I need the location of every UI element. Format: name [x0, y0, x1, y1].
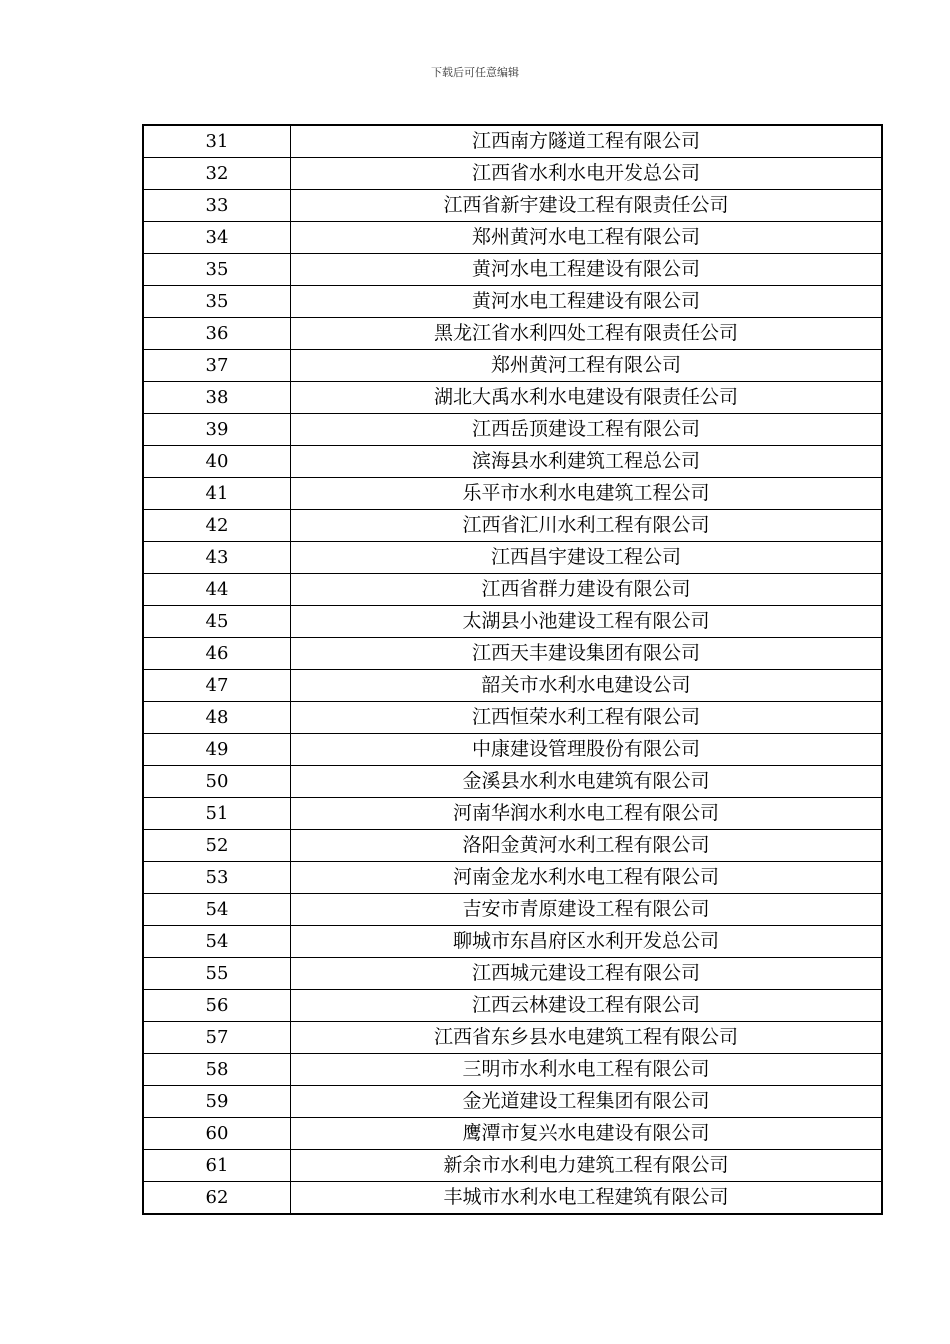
company-name-cell: 河南华润水利水电工程有限公司: [291, 798, 883, 830]
row-number-cell: 46: [143, 638, 291, 670]
table-row: [143, 894, 882, 926]
table-row: [143, 734, 882, 766]
company-name-cell: 聊城市东昌府区水利开发总公司: [291, 926, 883, 958]
company-name-cell: 江西昌宇建设工程公司: [291, 542, 883, 574]
company-name-cell: 江西省水利水电开发总公司: [291, 158, 883, 190]
table-row: [143, 574, 882, 606]
row-number-cell: 53: [143, 862, 291, 894]
row-number-cell: 38: [143, 382, 291, 414]
table-row: [143, 542, 882, 574]
company-name-cell: 中康建设管理股份有限公司: [291, 734, 883, 766]
table-row: [143, 1086, 882, 1118]
company-name-cell: 三明市水利水电工程有限公司: [291, 1054, 883, 1086]
row-number-cell: 45: [143, 606, 291, 638]
company-name-cell: 郑州黄河水电工程有限公司: [291, 222, 883, 254]
table-row: [143, 958, 882, 990]
row-number-cell: 62: [143, 1182, 291, 1215]
row-number-cell: 31: [143, 125, 291, 158]
company-name-cell: 江西省东乡县水电建筑工程有限公司: [291, 1022, 883, 1054]
company-name-cell: 黑龙江省水利四处工程有限责任公司: [291, 318, 883, 350]
row-number-cell: 35: [143, 286, 291, 318]
row-number-cell: 44: [143, 574, 291, 606]
company-name-cell: 江西南方隧道工程有限公司: [291, 125, 883, 158]
row-number-cell: 50: [143, 766, 291, 798]
table-row: [143, 190, 882, 222]
row-number-cell: 39: [143, 414, 291, 446]
company-name-cell: 郑州黄河工程有限公司: [291, 350, 883, 382]
row-number-cell: 54: [143, 894, 291, 926]
row-number-cell: 37: [143, 350, 291, 382]
row-number-cell: 48: [143, 702, 291, 734]
table-row: [143, 286, 882, 318]
company-name-cell: 丰城市水利水电工程建筑有限公司: [291, 1182, 883, 1215]
row-number-cell: 42: [143, 510, 291, 542]
table-row: [143, 414, 882, 446]
row-number-cell: 56: [143, 990, 291, 1022]
company-name-cell: 乐平市水利水电建筑工程公司: [291, 478, 883, 510]
table-row: [143, 1054, 882, 1086]
company-name-cell: 金光道建设工程集团有限公司: [291, 1086, 883, 1118]
company-name-cell: 黄河水电工程建设有限公司: [291, 254, 883, 286]
company-name-cell: 江西恒荣水利工程有限公司: [291, 702, 883, 734]
company-name-cell: 江西天丰建设集团有限公司: [291, 638, 883, 670]
company-name-cell: 鹰潭市复兴水电建设有限公司: [291, 1118, 883, 1150]
row-number-cell: 55: [143, 958, 291, 990]
table-row: [143, 1150, 882, 1182]
table-row: [143, 702, 882, 734]
table-row: [143, 606, 882, 638]
table-row: [143, 318, 882, 350]
table-row: [143, 1182, 882, 1215]
company-name-cell: 洛阳金黄河水利工程有限公司: [291, 830, 883, 862]
table-row: [143, 990, 882, 1022]
table-row: [143, 478, 882, 510]
company-name-cell: 吉安市青原建设工程有限公司: [291, 894, 883, 926]
table-row: [143, 1118, 882, 1150]
company-name-cell: 江西省汇川水利工程有限公司: [291, 510, 883, 542]
table-row: [143, 798, 882, 830]
row-number-cell: 34: [143, 222, 291, 254]
table-row: [143, 125, 882, 158]
table-row: [143, 1022, 882, 1054]
table-row: [143, 510, 882, 542]
row-number-cell: 43: [143, 542, 291, 574]
company-name-cell: 黄河水电工程建设有限公司: [291, 286, 883, 318]
company-name-cell: 太湖县小池建设工程有限公司: [291, 606, 883, 638]
company-name-cell: 河南金龙水利水电工程有限公司: [291, 862, 883, 894]
row-number-cell: 59: [143, 1086, 291, 1118]
company-name-cell: 江西省新宇建设工程有限责任公司: [291, 190, 883, 222]
table-row: [143, 862, 882, 894]
row-number-cell: 35: [143, 254, 291, 286]
table-row: [143, 446, 882, 478]
table-row: [143, 222, 882, 254]
company-name-cell: 江西城元建设工程有限公司: [291, 958, 883, 990]
company-name-cell: 湖北大禹水利水电建设有限责任公司: [291, 382, 883, 414]
company-name-cell: 江西岳顶建设工程有限公司: [291, 414, 883, 446]
row-number-cell: 47: [143, 670, 291, 702]
table-row: [143, 350, 882, 382]
row-number-cell: 36: [143, 318, 291, 350]
company-name-cell: 韶关市水利水电建设公司: [291, 670, 883, 702]
row-number-cell: 61: [143, 1150, 291, 1182]
row-number-cell: 32: [143, 158, 291, 190]
table-row: [143, 638, 882, 670]
company-name-cell: 金溪县水利水电建筑有限公司: [291, 766, 883, 798]
table-row: [143, 670, 882, 702]
table-row: [143, 254, 882, 286]
company-name-cell: 滨海县水利建筑工程总公司: [291, 446, 883, 478]
company-name-cell: 江西云林建设工程有限公司: [291, 990, 883, 1022]
table-row: [143, 382, 882, 414]
row-number-cell: 33: [143, 190, 291, 222]
row-number-cell: 58: [143, 1054, 291, 1086]
company-name-cell: 江西省群力建设有限公司: [291, 574, 883, 606]
row-number-cell: 40: [143, 446, 291, 478]
table-row: [143, 766, 882, 798]
table-row: [143, 158, 882, 190]
row-number-cell: 51: [143, 798, 291, 830]
table-row: [143, 926, 882, 958]
row-number-cell: 60: [143, 1118, 291, 1150]
row-number-cell: 54: [143, 926, 291, 958]
table-body: [143, 125, 882, 1214]
row-number-cell: 57: [143, 1022, 291, 1054]
table-row: [143, 830, 882, 862]
company-table: [142, 124, 883, 1215]
row-number-cell: 41: [143, 478, 291, 510]
page-header-note: 下载后可任意编辑: [431, 66, 519, 79]
company-name-cell: 新余市水利电力建筑工程有限公司: [291, 1150, 883, 1182]
row-number-cell: 52: [143, 830, 291, 862]
row-number-cell: 49: [143, 734, 291, 766]
